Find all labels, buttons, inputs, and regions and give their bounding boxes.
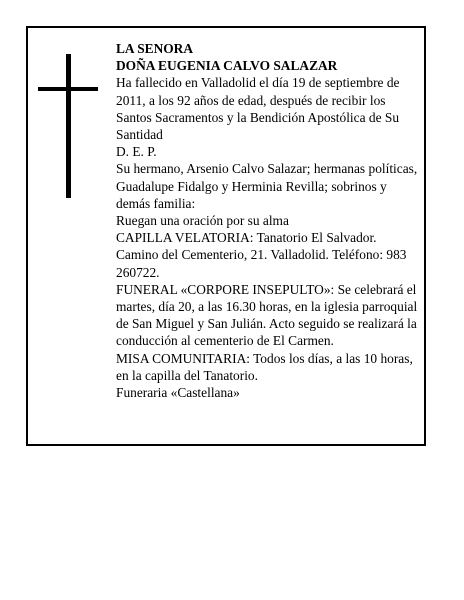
funeral-home: Funeraria «Castellana» (116, 385, 240, 401)
notice-body (116, 40, 422, 401)
cross-horizontal-bar (38, 87, 98, 91)
death-announcement: Ha fallecido en Valladolid el día 19 de septiembre de 2011, a los 92 años de edad, después de recibir los Santos Sacramentos y la Bendición Apostólica de Su Santidad (116, 75, 400, 143)
chapel-info: CAPILLA VELATORIA: Tanatorio El Salvador. Camino del Cementerio, 21. Valladolid. Teléfono: 983 260722. (116, 230, 407, 280)
prayer-request: Ruegan una oración por su alma (116, 213, 289, 229)
community-mass-info: MISA COMUNITARIA: Todos los días, a las 10 horas, en la capilla del Tanatorio. (116, 350, 413, 383)
rip-text: D. E. P. (116, 144, 157, 160)
obituary-notice (26, 26, 426, 446)
cross-vertical-bar (66, 54, 71, 198)
family-list: Su hermano, Arsenio Calvo Salazar; hermanas políticas, Guadalupe Fidalgo y Herminia Revilla; sobrinos y demás familia: (116, 161, 418, 211)
deceased-name: DOÑA EUGENIA CALVO SALAZAR (116, 58, 338, 74)
cross-icon (38, 54, 98, 198)
funeral-info: FUNERAL «CORPORE INSEPULTO»: Se celebrará el martes, día 20, a las 16.30 horas, en la iglesia parroquial de San Miguel y San Julián. Acto seguido se realizará la conducción al cementerio de El Carmen. (116, 281, 418, 349)
notice-heading: LA SENORA (116, 41, 194, 56)
